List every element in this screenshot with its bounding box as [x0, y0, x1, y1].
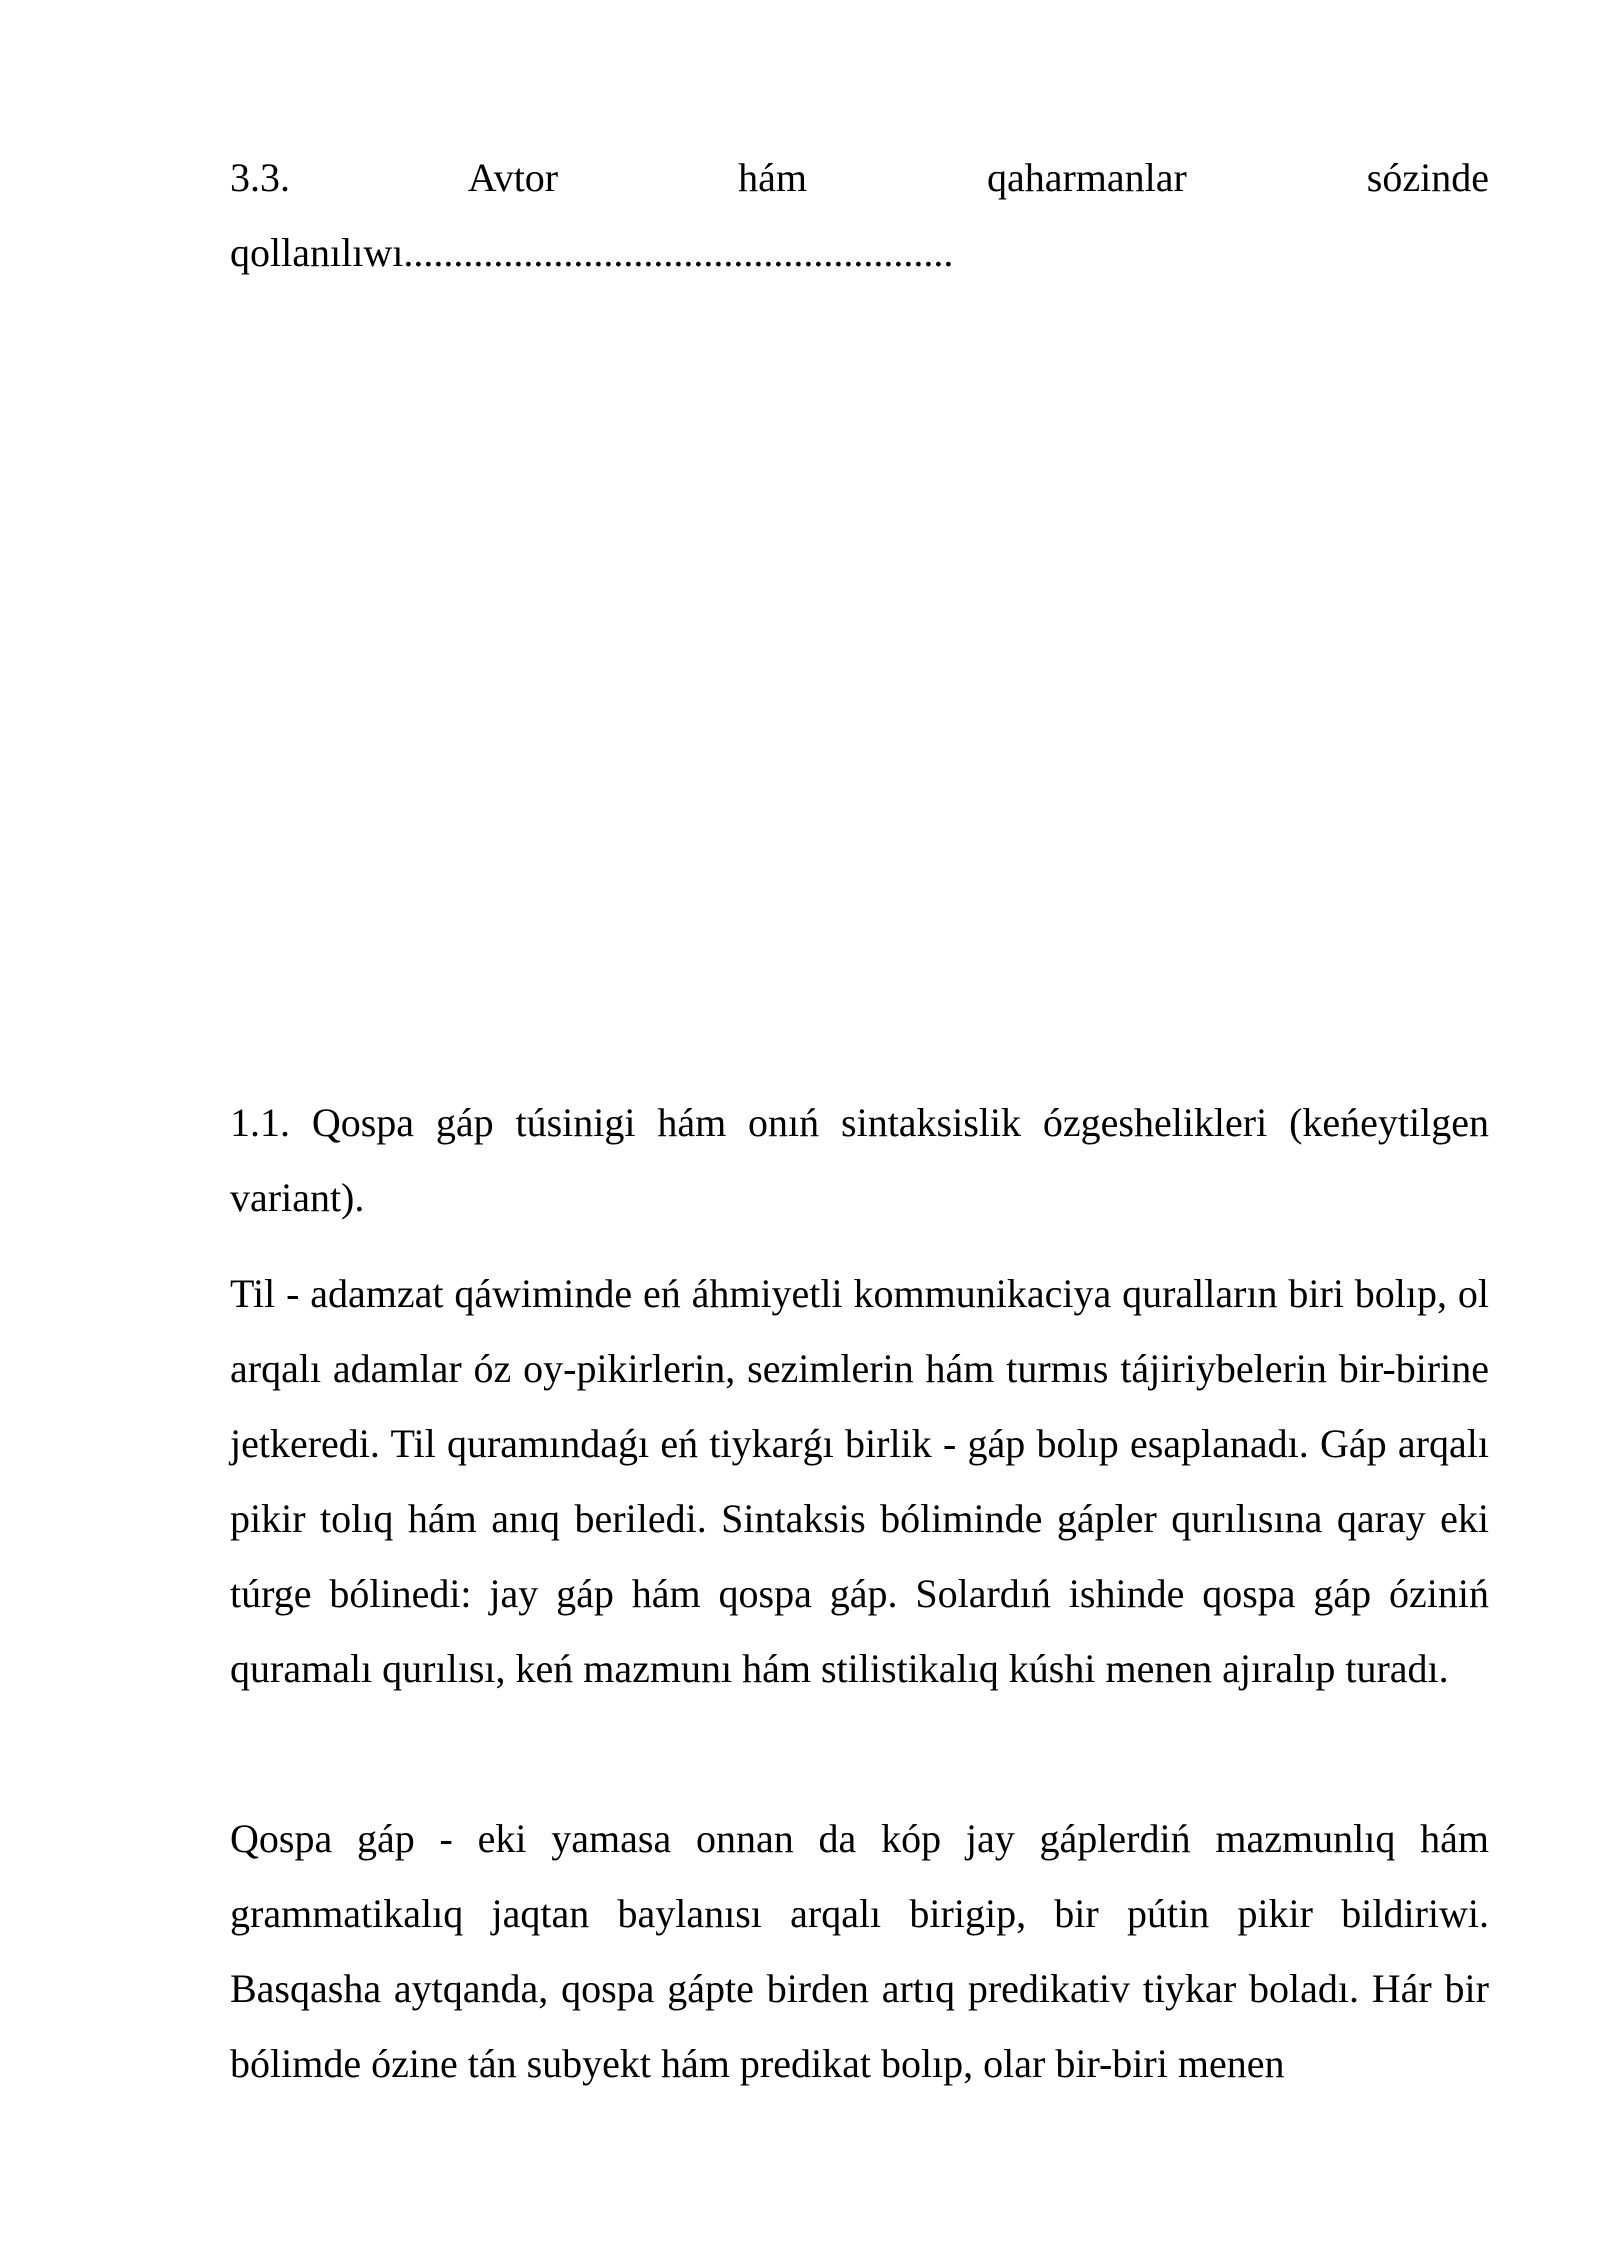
- section-heading: 1.1. Qospa gáp túsinigi hám onıń sintaksislik ózgeshelikleri (keńeytilgen variant).: [230, 1100, 1489, 1220]
- toc-entry: 3.3. Avtor hám qaharmanlar sózinde qollanılıwı.......................................................: [230, 155, 1489, 275]
- body-paragraph: Til - adamzat qáwiminde eń áhmiyetli kommunikaciya quralların biri bolıp, ol arqalı adamlar óz oy-pikirlerin, sezimlerin hám turmıs tájiriybelerin bir-birine jetkeredi. Til quramındaǵı eń tiykarǵı birlik - gáp bolıp esaplanadı. Gáp arqalı pikir tolıq hám anıq beriledi. Sintaksis bóliminde gápler qurılısına qaray eki túrge bólinedi: jay gáp hám qospa gáp. Solardıń ishinde qospa gáp óziniń quramalı qurılısı, keń mazmunı hám stilistikalıq kúshi menen ajıralıp turadı.: [230, 1271, 1489, 1691]
- body-paragraph: Qospa gáp - eki yamasa onnan da kóp jay gáplerdiń mazmunlıq hám grammatikalıq jaqtan baylanısı arqalı birigip, bir pútin pikir bildiriwi. Basqasha aytqanda, qospa gápte birden artıq predikativ tiykar boladı. Hár bir bólimde ózine tán subyekt hám predikat bolıp, olar bir-biri menen: [230, 1816, 1489, 2086]
